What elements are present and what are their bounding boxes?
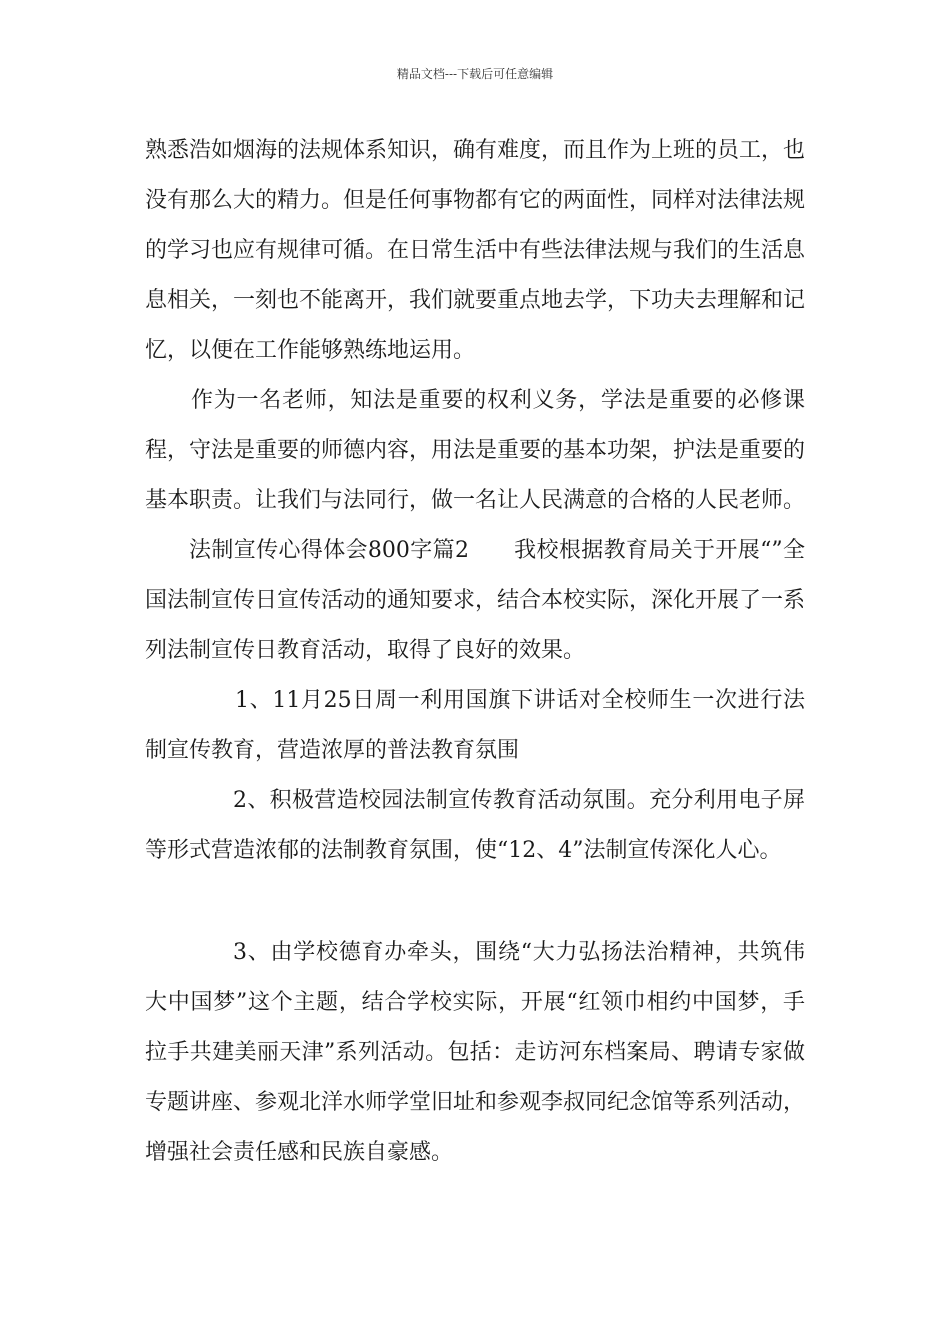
paragraph-5: 2、积极营造校园法制宣传教育活动氛围。充分利用电子屏等形式营造浓郁的法制教育氛围，使“12、4”法制宣传深化人心。 xyxy=(145,788,805,863)
document-body xyxy=(145,126,805,1178)
paragraph-6: 3、由学校德育办牵头，围绕“大力弘扬法治精神，共筑伟大中国梦”这个主题，结合学校实际，开展“红领巾相约中国梦，手拉手共建美丽天津”系列活动。包括：走访河东档案局、聘请专家做专题讲座、参观北洋水师学堂旧址和参观李叔同纪念馆等系列活动，增强社会责任感和民族自豪感。 xyxy=(145,940,806,1165)
paragraph-4: 1、11月25日周一利用国旗下讲话对全校师生一次进行法制宣传教育，营造浓厚的普法教育氛围 xyxy=(145,688,805,763)
page-header: 精品文档---下载后可任意编辑 xyxy=(396,67,554,81)
paragraph-3: 法制宣传心得体会800字篇2 我校根据教育局关于开展“”全国法制宣传日宣传活动的通知要求，结合本校实际，深化开展了一系列法制宣传日教育活动，取得了良好的效果。 xyxy=(145,538,806,663)
paragraph-1: 熟悉浩如烟海的法规体系知识，确有难度，而且作为上班的员工，也没有那么大的精力。但是任何事物都有它的两面性，同样对法律法规的学习也应有规律可循。在日常生活中有些法律法规与我们的生活息息相关，一刻也不能离开，我们就要重点地去学，下功夫去理解和记忆，以便在工作能够熟练地运用。 xyxy=(145,138,806,363)
paragraph-2: 作为一名老师，知法是重要的权利义务，学法是重要的必修课程，守法是重要的师德内容，用法是重要的基本功架，护法是重要的基本职责。让我们与法同行，做一名让人民满意的合格的人民老师。 xyxy=(145,388,806,513)
